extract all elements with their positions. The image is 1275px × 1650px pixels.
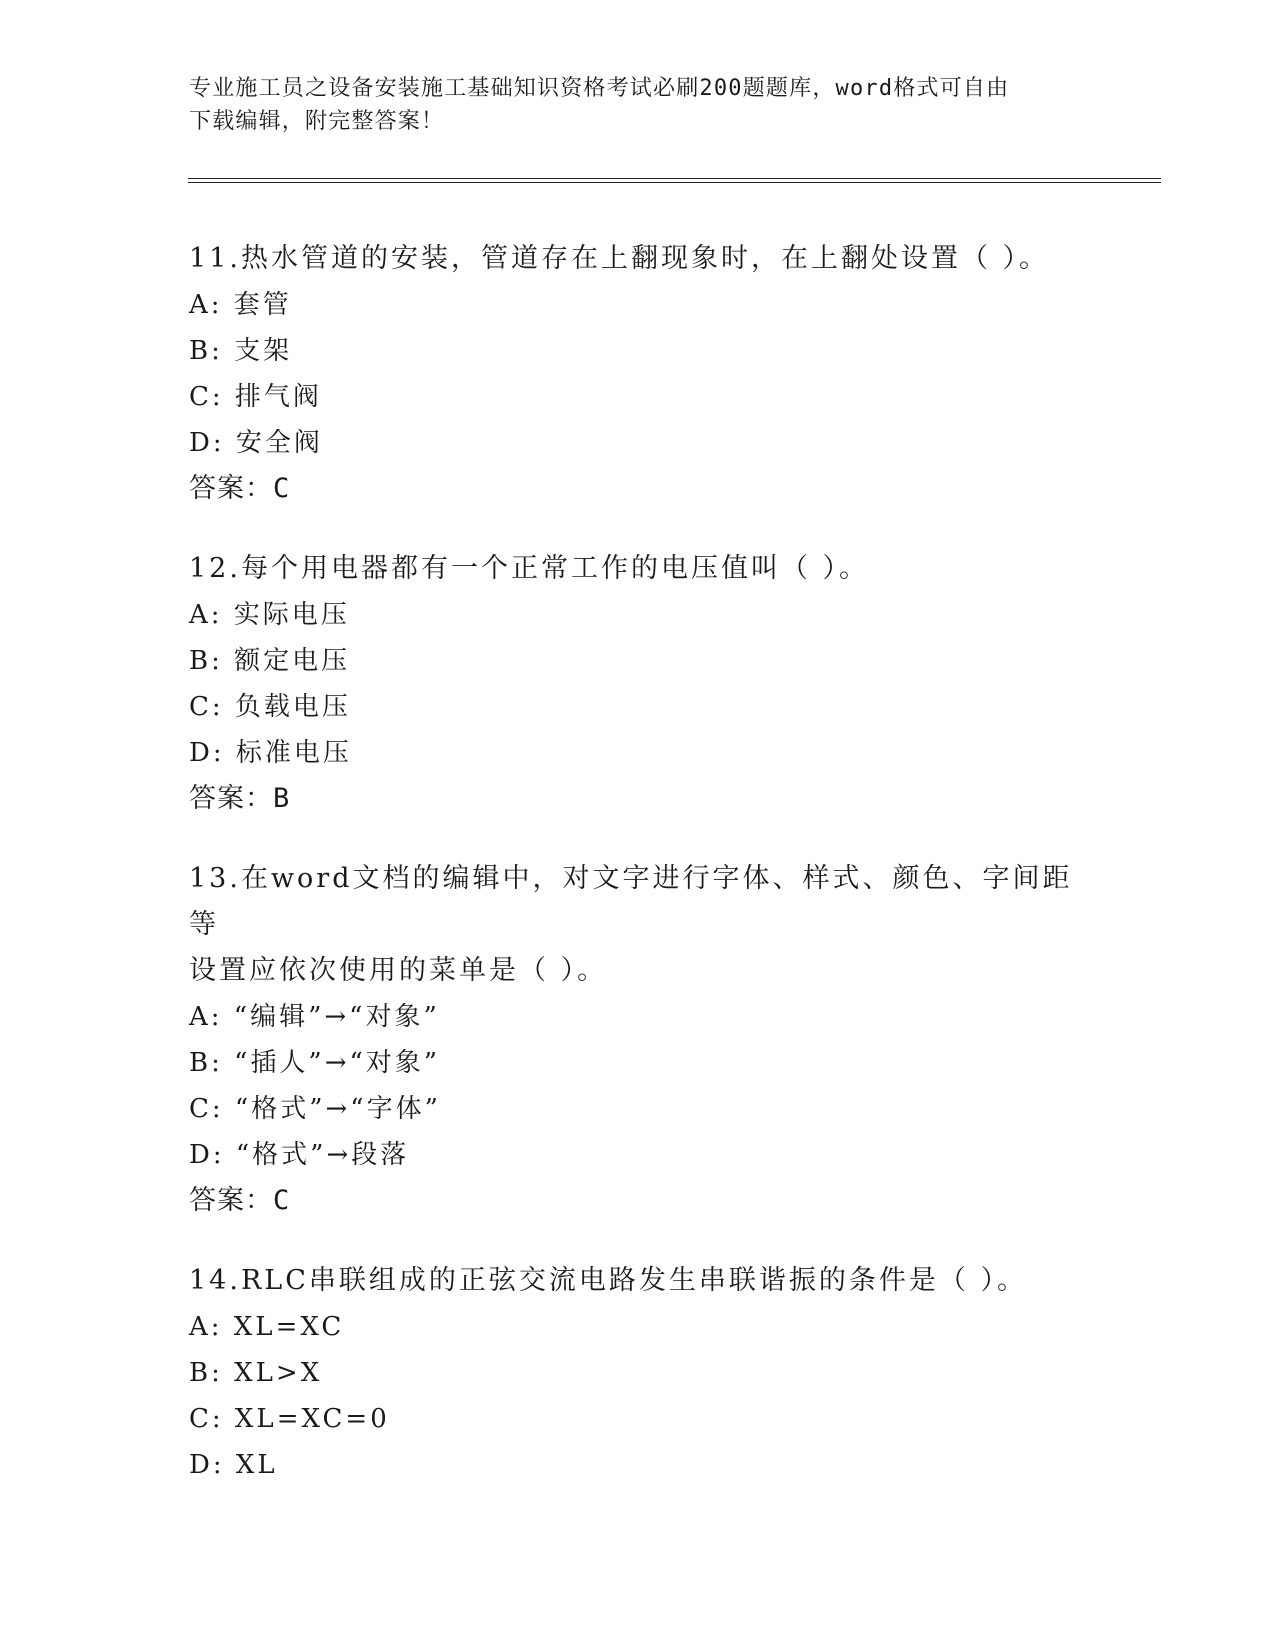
question-stem-line-2: 设置应依次使用的菜单是（ ）。 — [189, 955, 608, 986]
question-stem: 14.RLC串联组成的正弦交流电路发生串联谐振的条件是（ ）。 — [189, 1265, 1027, 1296]
option-d: D: XL — [189, 1450, 278, 1480]
question-list — [189, 236, 1089, 1522]
option-b: B: XL>X — [189, 1358, 323, 1388]
option-b: B: “插人”→“对象” — [189, 1048, 441, 1078]
option-c: C: “格式”→“字体” — [189, 1094, 441, 1124]
option-a: A: “编辑”→“对象” — [189, 1002, 440, 1032]
answer: 答案：B — [189, 783, 291, 814]
header-title-line-2: 下载编辑，附完整答案！ — [189, 109, 445, 134]
question-stem-line-1: 13.在word文档的编辑中，对文字进行字体、样式、颜色、字间距等 — [189, 863, 1073, 940]
answer: 答案：C — [189, 1185, 291, 1216]
option-d: D: 安全阀 — [189, 428, 323, 458]
option-c: C: 负载电压 — [189, 692, 351, 722]
option-d: D: 标准电压 — [189, 738, 352, 768]
option-d: D: “格式”→段落 — [189, 1140, 410, 1170]
option-b: B: 额定电压 — [189, 646, 351, 676]
option-c: C: XL=XC=0 — [189, 1404, 390, 1434]
header-divider — [188, 178, 1161, 183]
option-c: C: 排气阀 — [189, 382, 322, 412]
document-header — [189, 72, 1089, 138]
question-14 — [189, 1258, 1089, 1488]
question-11 — [189, 236, 1089, 512]
option-a: A: XL=XC — [189, 1312, 345, 1342]
option-a: A: 套管 — [189, 290, 292, 320]
question-13 — [189, 856, 1089, 1224]
answer: 答案：C — [189, 473, 291, 504]
question-12 — [189, 546, 1089, 822]
question-stem: 12.每个用电器都有一个正常工作的电压值叫（ ）。 — [189, 553, 870, 584]
option-b: B: 支架 — [189, 336, 293, 366]
header-title-line-1: 专业施工员之设备安装施工基础知识资格考试必刷200题题库，word格式可自由 — [189, 76, 1010, 101]
option-a: A: 实际电压 — [189, 600, 350, 630]
question-stem: 11.热水管道的安装，管道存在上翻现象时，在上翻处设置（ ）。 — [189, 243, 1050, 274]
